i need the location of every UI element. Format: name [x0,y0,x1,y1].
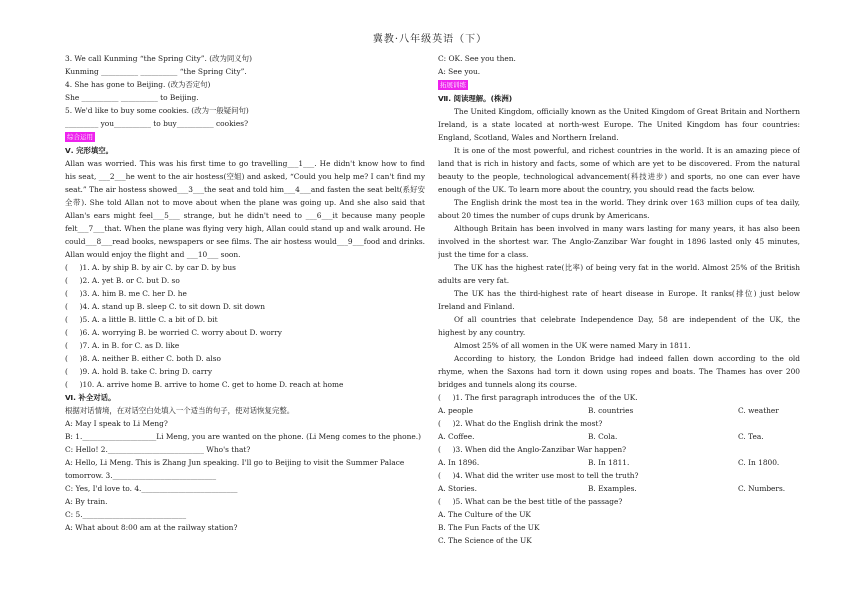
dialogue-line: C: Hello! 2.__________________________ Who's that? [65,445,251,454]
dialogue-line: tomorrow. 3.____________________________ [65,471,217,480]
reading-paragraph: According to history, the London Bridge had indeed fallen down according to the old rhyme, when the Saxons had torn it down using ropes and boats. The Thames has over 200 bridges and tunnels along its course. [438,354,800,389]
reading-paragraph: The UK has the highest rate(比率) of being very fat in the world. Almost 25% of the British adults are very fat. [438,263,800,285]
question-options [438,456,800,469]
cloze-option: ( )3. A. him B. me C. her D. he [65,289,187,298]
exercise-line: _________ you__________ to buy__________ cookies? [65,119,249,128]
cloze-passage: Allan was worried. This was his first time to go travelling___1___. He didn't know how to find his seat, ___2___he went to the air hostess(空姐) and asked, “Could you help me? I can't find my seat.” The air hostess showed___3___the seat and told him___4___and fasten the seat belt(系好安全带). She told Allan not to move about when the plane was going up. And she also said that Allan's ears might feel___5___ strange, but he didn't need to ___6___it because many people felt___7___that. When the plane was flying very high, Allan could stand up and walk around. He could___8___read books, newspapers or see films. The air hostess would___9___food and drinks. Allan would enjoy the flight and ___10___ soon. [65,159,425,259]
dialogue-line: A: What about 8:00 am at the railway station? [65,523,238,532]
option: A. In 1896. [438,458,480,467]
option: B. Cola. [588,432,618,441]
option: C. Tea. [738,432,764,441]
dialogue-line: C: 5.____________________________ [65,510,187,519]
reading-paragraph: The English drink the most tea in the world. They drink over 163 million cups of tea daily, about 20 times the number of cups drunk by Americans. [438,198,800,220]
cloze-option: ( )9. A. hold B. take C. bring D. carry [65,367,213,376]
reading-paragraph: It is one of the most powerful, and richest countries in the world. It is an amazing piece of land that is rich in history and facts, some of which are yet to be discovered. From the natural beauty to the people, technological advancement(科技进步) and sports, no one can ever have enough of the UK. To learn more about the country, you should read the facts below. [438,146,800,194]
question-options [438,404,800,417]
left-column [65,52,425,534]
exercise-line: 4. She has gone to Beijing. (改为否定句) [65,80,211,89]
dialogue-line: A: Hello, Li Meng. This is Zhang Jun speaking. I'll go to Beijing to visit the Summer Palace [65,458,405,467]
reading-paragraph: Of all countries that celebrate Independence Day, 58 are independent of the UK, the highest by any country. [438,315,800,337]
option: C. The Science of the UK [438,536,532,545]
cloze-option: ( )5. A. a little B. little C. a bit of D. bit [65,315,218,324]
question-stem: ( )5. What can be the best title of the passage? [438,497,623,506]
dialogue-line: C: OK. See you then. [438,54,516,63]
option: A. Coffee. [438,432,475,441]
question-stem: ( )1. The first paragraph introduces the of the UK. [438,393,638,402]
dialogue-instruction: 根据对话情境，在对话空白处填入一个适当的句子，使对话恢复完整。 [65,406,295,415]
dialogue-line: B: 1.____________________Li Meng, you are wanted on the phone. (Li Meng comes to the phone.) [65,432,422,441]
cloze-option: ( )4. A. stand up B. sleep C. to sit down D. sit down [65,302,265,311]
exercise-line: 5. We'd like to buy some cookies. (改为一般疑问句) [65,106,249,115]
section-tag-comprehensive: 综合运用 [67,133,93,141]
cloze-option: ( )6. A. worrying B. be worried C. worry about D. worry [65,328,282,337]
reading-paragraph: Although Britain has been involved in many wars lasting for many years, it has also been involved in the shortest war. The Anglo-Zanzibar War fought in 1896 lasted only 45 minutes, just the time for a class. [438,224,800,259]
dialogue-line: A: By train. [65,497,108,506]
question-stem: ( )3. When did the Anglo-Zanzibar War happen? [438,445,627,454]
option: B. Examples. [588,484,637,493]
section-heading-dialogue: Ⅵ. 补全对话。 [65,393,116,402]
option: A. Stories. [438,484,477,493]
option: B. countries [588,406,634,415]
option: A. The Culture of the UK [438,510,531,519]
reading-paragraph: The United Kingdom, officially known as the United Kingdom of Great Britain and Northern Ireland, is a state located at north-west Europe. The United Kingdom has four countries: England, Scotland, Wales and Northern Ireland. [438,107,800,142]
option: A. people [438,406,474,415]
question-options [438,482,800,495]
cloze-option: ( )1. A. by ship B. by air C. by car D. by bus [65,263,236,272]
option: C. In 1800. [738,458,780,467]
option: C. weather [738,406,779,415]
option: C. Numbers. [738,484,786,493]
section-heading-cloze: Ⅴ. 完形填空。 [65,146,114,155]
question-options [438,430,800,443]
dialogue-line: C: Yes, I'd love to. 4.__________________________ [65,484,238,493]
question-stem: ( )4. What did the writer use most to tell the truth? [438,471,639,480]
reading-paragraph: Almost 25% of all women in the UK were named Mary in 1811. [454,341,691,350]
cloze-option: ( )10. A. arrive home B. arrive to home C. get to home D. reach at home [65,380,344,389]
option: B. In 1811. [588,458,630,467]
exercise-line: 3. We call Kunming “the Spring City”. (改为同义句) [65,54,252,63]
page-title: 冀教·八年级英语（下） [372,34,488,45]
option: B. The Fun Facts of the UK [438,523,540,532]
cloze-option: ( )7. A. in B. for C. as D. like [65,341,180,350]
dialogue-line: A: See you. [438,67,481,76]
cloze-option: ( )8. A. neither B. either C. both D. also [65,354,222,363]
right-column [438,52,800,547]
cloze-option: ( )2. A. yet B. or C. but D. so [65,276,180,285]
dialogue-line: A: May I speak to Li Meng? [65,419,168,428]
exercise-line: She __________ __________ to Beijing. [65,93,199,102]
question-stem: ( )2. What do the English drink the most? [438,419,603,428]
section-tag-extension: 拓展训练 [440,81,466,89]
exercise-line: Kunming __________ __________ “the Spring City”. [65,67,247,76]
section-heading-reading: Ⅶ. 阅读理解。(株洲) [438,94,513,103]
reading-paragraph: The UK has the third-highest rate of heart disease in Europe. It ranks(排位) just below Ireland and Finland. [438,289,800,311]
